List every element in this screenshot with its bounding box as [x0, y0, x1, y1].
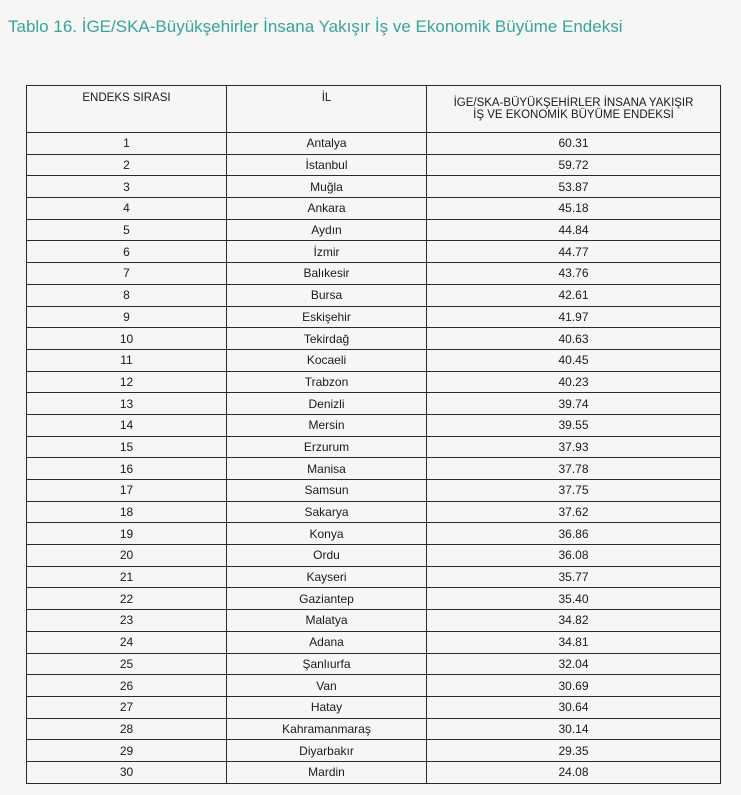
header-index	[427, 86, 721, 133]
index-table	[26, 85, 721, 784]
index-value-cell: 24.08	[427, 761, 721, 783]
table-row	[27, 371, 721, 393]
rank-cell: 5	[27, 219, 227, 241]
rank-cell: 8	[27, 284, 227, 306]
index-value-cell: 36.86	[427, 523, 721, 545]
table-row	[27, 414, 721, 436]
rank-cell: 23	[27, 610, 227, 632]
index-value-cell: 30.69	[427, 675, 721, 697]
rank-cell: 20	[27, 545, 227, 567]
rank-cell: 13	[27, 393, 227, 415]
province-cell: Antalya	[227, 133, 427, 155]
index-value-cell: 40.45	[427, 349, 721, 371]
province-cell: Mersin	[227, 414, 427, 436]
table-row	[27, 696, 721, 718]
index-value-cell: 44.77	[427, 241, 721, 263]
rank-cell: 16	[27, 458, 227, 480]
province-cell: Mardin	[227, 761, 427, 783]
table-row	[27, 436, 721, 458]
header-index-line2: İŞ VE EKONOMİK BÜYÜME ENDEKSİ	[473, 109, 674, 121]
rank-cell: 12	[27, 371, 227, 393]
rank-cell: 22	[27, 588, 227, 610]
index-value-cell: 37.78	[427, 458, 721, 480]
rank-cell: 18	[27, 501, 227, 523]
province-cell: Hatay	[227, 696, 427, 718]
rank-cell: 30	[27, 761, 227, 783]
index-value-cell: 37.62	[427, 501, 721, 523]
province-cell: Erzurum	[227, 436, 427, 458]
rank-cell: 2	[27, 154, 227, 176]
index-value-cell: 40.63	[427, 328, 721, 350]
index-value-cell: 30.14	[427, 718, 721, 740]
rank-cell: 15	[27, 436, 227, 458]
index-value-cell: 29.35	[427, 740, 721, 762]
table-row	[27, 761, 721, 783]
province-cell: Manisa	[227, 458, 427, 480]
index-value-cell: 45.18	[427, 198, 721, 220]
header-rank: ENDEKS SIRASI	[27, 86, 227, 133]
province-cell: Tekirdağ	[227, 328, 427, 350]
province-cell: Adana	[227, 631, 427, 653]
table-row	[27, 718, 721, 740]
index-value-cell: 39.55	[427, 414, 721, 436]
table-row	[27, 133, 721, 155]
table-row	[27, 631, 721, 653]
province-cell: Denizli	[227, 393, 427, 415]
province-cell: Ordu	[227, 545, 427, 567]
province-cell: Gaziantep	[227, 588, 427, 610]
index-value-cell: 34.81	[427, 631, 721, 653]
header-province: İL	[227, 86, 427, 133]
rank-cell: 10	[27, 328, 227, 350]
rank-cell: 28	[27, 718, 227, 740]
province-cell: Eskişehir	[227, 306, 427, 328]
table-row	[27, 458, 721, 480]
index-value-cell: 37.75	[427, 480, 721, 502]
index-value-cell: 43.76	[427, 263, 721, 285]
province-cell: Şanlıurfa	[227, 653, 427, 675]
province-cell: İstanbul	[227, 154, 427, 176]
index-value-cell: 41.97	[427, 306, 721, 328]
index-value-cell: 40.23	[427, 371, 721, 393]
table-row	[27, 154, 721, 176]
index-value-cell: 34.82	[427, 610, 721, 632]
index-value-cell: 53.87	[427, 176, 721, 198]
rank-cell: 11	[27, 349, 227, 371]
province-cell: Muğla	[227, 176, 427, 198]
rank-cell: 29	[27, 740, 227, 762]
province-cell: Van	[227, 675, 427, 697]
table-row	[27, 740, 721, 762]
table-row	[27, 545, 721, 567]
index-value-cell: 36.08	[427, 545, 721, 567]
table-row	[27, 328, 721, 350]
table-row	[27, 349, 721, 371]
index-value-cell: 60.31	[427, 133, 721, 155]
province-cell: Sakarya	[227, 501, 427, 523]
province-cell: Kocaeli	[227, 349, 427, 371]
table-row	[27, 263, 721, 285]
rank-cell: 1	[27, 133, 227, 155]
table-row	[27, 566, 721, 588]
province-cell: Trabzon	[227, 371, 427, 393]
province-cell: Aydın	[227, 219, 427, 241]
province-cell: Kayseri	[227, 566, 427, 588]
index-value-cell: 37.93	[427, 436, 721, 458]
rank-cell: 27	[27, 696, 227, 718]
province-cell: Bursa	[227, 284, 427, 306]
index-value-cell: 35.40	[427, 588, 721, 610]
rank-cell: 17	[27, 480, 227, 502]
header-index-line1: İGE/SKA-BÜYÜKŞEHİRLER İNSANA YAKIŞIR	[453, 97, 694, 109]
table-row	[27, 523, 721, 545]
table-row	[27, 284, 721, 306]
rank-cell: 26	[27, 675, 227, 697]
table-row	[27, 393, 721, 415]
rank-cell: 19	[27, 523, 227, 545]
province-cell: Ankara	[227, 198, 427, 220]
rank-cell: 21	[27, 566, 227, 588]
province-cell: Samsun	[227, 480, 427, 502]
table-row	[27, 219, 721, 241]
rank-cell: 6	[27, 241, 227, 263]
rank-cell: 9	[27, 306, 227, 328]
table-row	[27, 198, 721, 220]
rank-cell: 25	[27, 653, 227, 675]
index-value-cell: 30.64	[427, 696, 721, 718]
table-row	[27, 501, 721, 523]
index-value-cell: 44.84	[427, 219, 721, 241]
province-cell: Kahramanmaraş	[227, 718, 427, 740]
rank-cell: 7	[27, 263, 227, 285]
rank-cell: 4	[27, 198, 227, 220]
table-row	[27, 653, 721, 675]
index-value-cell: 32.04	[427, 653, 721, 675]
index-value-cell: 42.61	[427, 284, 721, 306]
index-value-cell: 35.77	[427, 566, 721, 588]
table-row	[27, 588, 721, 610]
index-value-cell: 59.72	[427, 154, 721, 176]
province-cell: Diyarbakır	[227, 740, 427, 762]
province-cell: Balıkesir	[227, 263, 427, 285]
table-row	[27, 480, 721, 502]
table-title: Tablo 16. İGE/SKA-Büyükşehirler İnsana Yakışır İş ve Ekonomik Büyüme Endeksi	[8, 17, 623, 36]
table-row	[27, 241, 721, 263]
rank-cell: 3	[27, 176, 227, 198]
province-cell: İzmir	[227, 241, 427, 263]
table-row	[27, 610, 721, 632]
rank-cell: 14	[27, 414, 227, 436]
province-cell: Konya	[227, 523, 427, 545]
province-cell: Malatya	[227, 610, 427, 632]
rank-cell: 24	[27, 631, 227, 653]
table-header-row	[27, 86, 721, 133]
index-value-cell: 39.74	[427, 393, 721, 415]
table-row	[27, 675, 721, 697]
table-body	[27, 133, 721, 784]
table-row	[27, 176, 721, 198]
table-row	[27, 306, 721, 328]
